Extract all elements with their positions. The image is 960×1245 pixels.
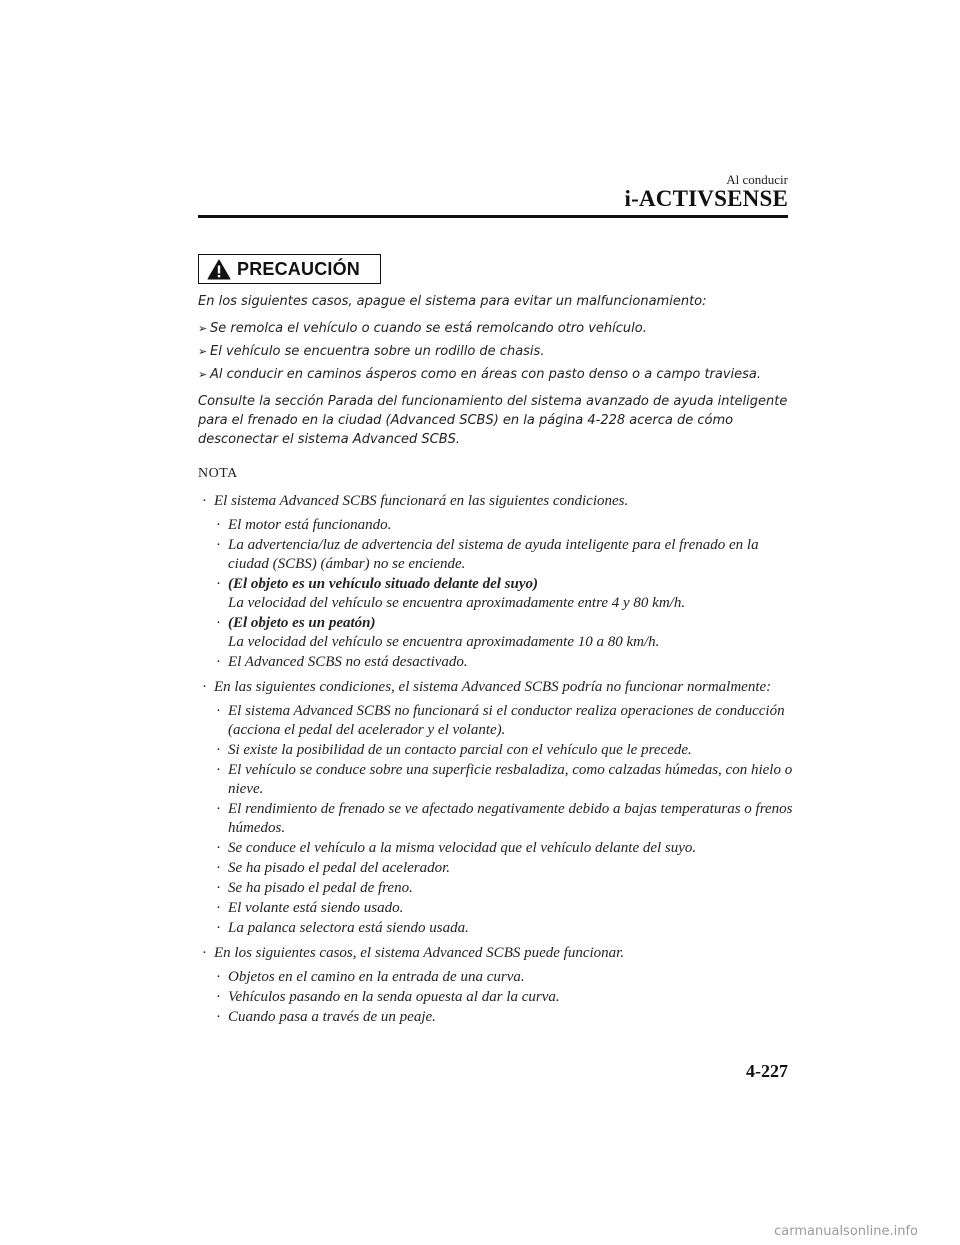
nota-group [198,678,793,938]
caution-list [198,320,790,384]
list-item: · Objetos en el camino en la entrada de una curva. [216,969,525,985]
list-item: · Se conduce el vehículo a la misma velocidad que el vehículo delante del suyo. [216,840,697,856]
footer-watermark: carmanualsonline.info [774,1224,918,1239]
bullet-dot-icon: · [216,989,221,1005]
list-item: · En las siguientes condiciones, el sistema Advanced SCBS podría no funcionar normalmente: [202,679,772,695]
caution-item: ➢ El vehículo se encuentra sobre un rodillo de chasis. [198,344,545,359]
list-item: · Vehículos pasando en la senda opuesta al dar la curva. [216,989,560,1005]
list-item: · (El objeto es un vehículo situado delante del suyo) La velocidad del vehículo se encuentra aproximadamente entre 4 y 80 km/h. [216,576,686,611]
list-item: · El vehículo se conduce sobre una superficie resbaladiza, como calzadas húmedas, con hielo o nieve. [216,762,793,797]
list-item: · En los siguientes casos, el sistema Advanced SCBS puede funcionar. [202,945,625,961]
warning-triangle-icon [207,259,231,280]
list-item: · Si existe la posibilidad de un contacto parcial con el vehículo que le precede. [216,742,692,758]
list-item: · El rendimiento de frenado se ve afectado negativamente debido a bajas temperaturas o frenos húmedos. [216,801,793,836]
list-item: · Se ha pisado el pedal del acelerador. [216,860,451,876]
caution-text [198,293,790,458]
bullet-dot-icon: · [216,840,221,856]
bullet-dot-icon: · [216,1009,221,1025]
list-item: · El volante está siendo usado. [216,900,404,916]
list-item: · El sistema Advanced SCBS funcionará en las siguientes condiciones. [202,493,629,509]
arrow-bullet-icon: ➢ [198,368,208,381]
caution-consult: Consulte la sección Parada del funcionamiento del sistema avanzado de ayuda inteligente para el frenado en la ciudad (Advanced SCBS) en la página 4-228 acerca de cómo desconectar el sistema Advanced SCBS. [198,394,788,447]
caution-item: ➢ Se remolca el vehículo o cuando se está remolcando otro vehículo. [198,321,647,336]
bullet-dot-icon: · [216,615,221,631]
page-number: 4-227 [746,1061,788,1081]
bullet-dot-icon: · [216,517,221,533]
bullet-dot-icon: · [216,900,221,916]
list-item: · La advertencia/luz de advertencia del sistema de ayuda inteligente para el frenado en la ciudad (SCBS) (ámbar) no se enciende. [216,537,759,572]
bullet-dot-icon: · [216,703,221,719]
bullet-dot-icon: · [216,654,221,670]
list-item: · El sistema Advanced SCBS no funcionará si el conductor realiza operaciones de conducción (acciona el pedal del acelerador y el volante). [216,703,785,738]
bullet-dot-icon: · [202,679,207,695]
bullet-dot-icon: · [216,576,221,592]
bullet-dot-icon: · [202,493,207,509]
bullet-dot-icon: · [202,945,207,961]
header-rule [198,215,788,218]
bullet-dot-icon: · [216,880,221,896]
page-title: i-ACTIVSENSE [624,186,788,211]
section-label: Al conducir [726,172,788,187]
caution-box [198,254,381,284]
list-item: · Cuando pasa a través de un peaje. [216,1009,436,1025]
list-item: · El Advanced SCBS no está desactivado. [216,654,468,670]
bullet-dot-icon: · [216,537,221,553]
nota-group [198,944,793,1027]
caution-intro: En los siguientes casos, apague el sistema para evitar un malfuncionamiento: [198,294,707,309]
bullet-dot-icon: · [216,762,221,778]
list-item: · La palanca selectora está siendo usada. [216,920,469,936]
arrow-bullet-icon: ➢ [198,345,208,358]
arrow-bullet-icon: ➢ [198,322,208,335]
bullet-dot-icon: · [216,860,221,876]
nota-group [198,492,793,672]
list-item: · Se ha pisado el pedal de freno. [216,880,413,896]
bullet-dot-icon: · [216,969,221,985]
nota-heading: NOTA [198,466,238,481]
nota-body [198,492,793,1033]
bullet-dot-icon: · [216,920,221,936]
caution-label: PRECAUCIÓN [237,258,361,279]
list-item: · El motor está funcionando. [216,517,392,533]
list-item: · (El objeto es un peatón) La velocidad del vehículo se encuentra aproximadamente 10 a 80 km/h. [216,615,660,650]
caution-item: ➢ Al conducir en caminos ásperos como en áreas con pasto denso o a campo traviesa. [198,367,762,382]
bullet-dot-icon: · [216,742,221,758]
bullet-dot-icon: · [216,801,221,817]
